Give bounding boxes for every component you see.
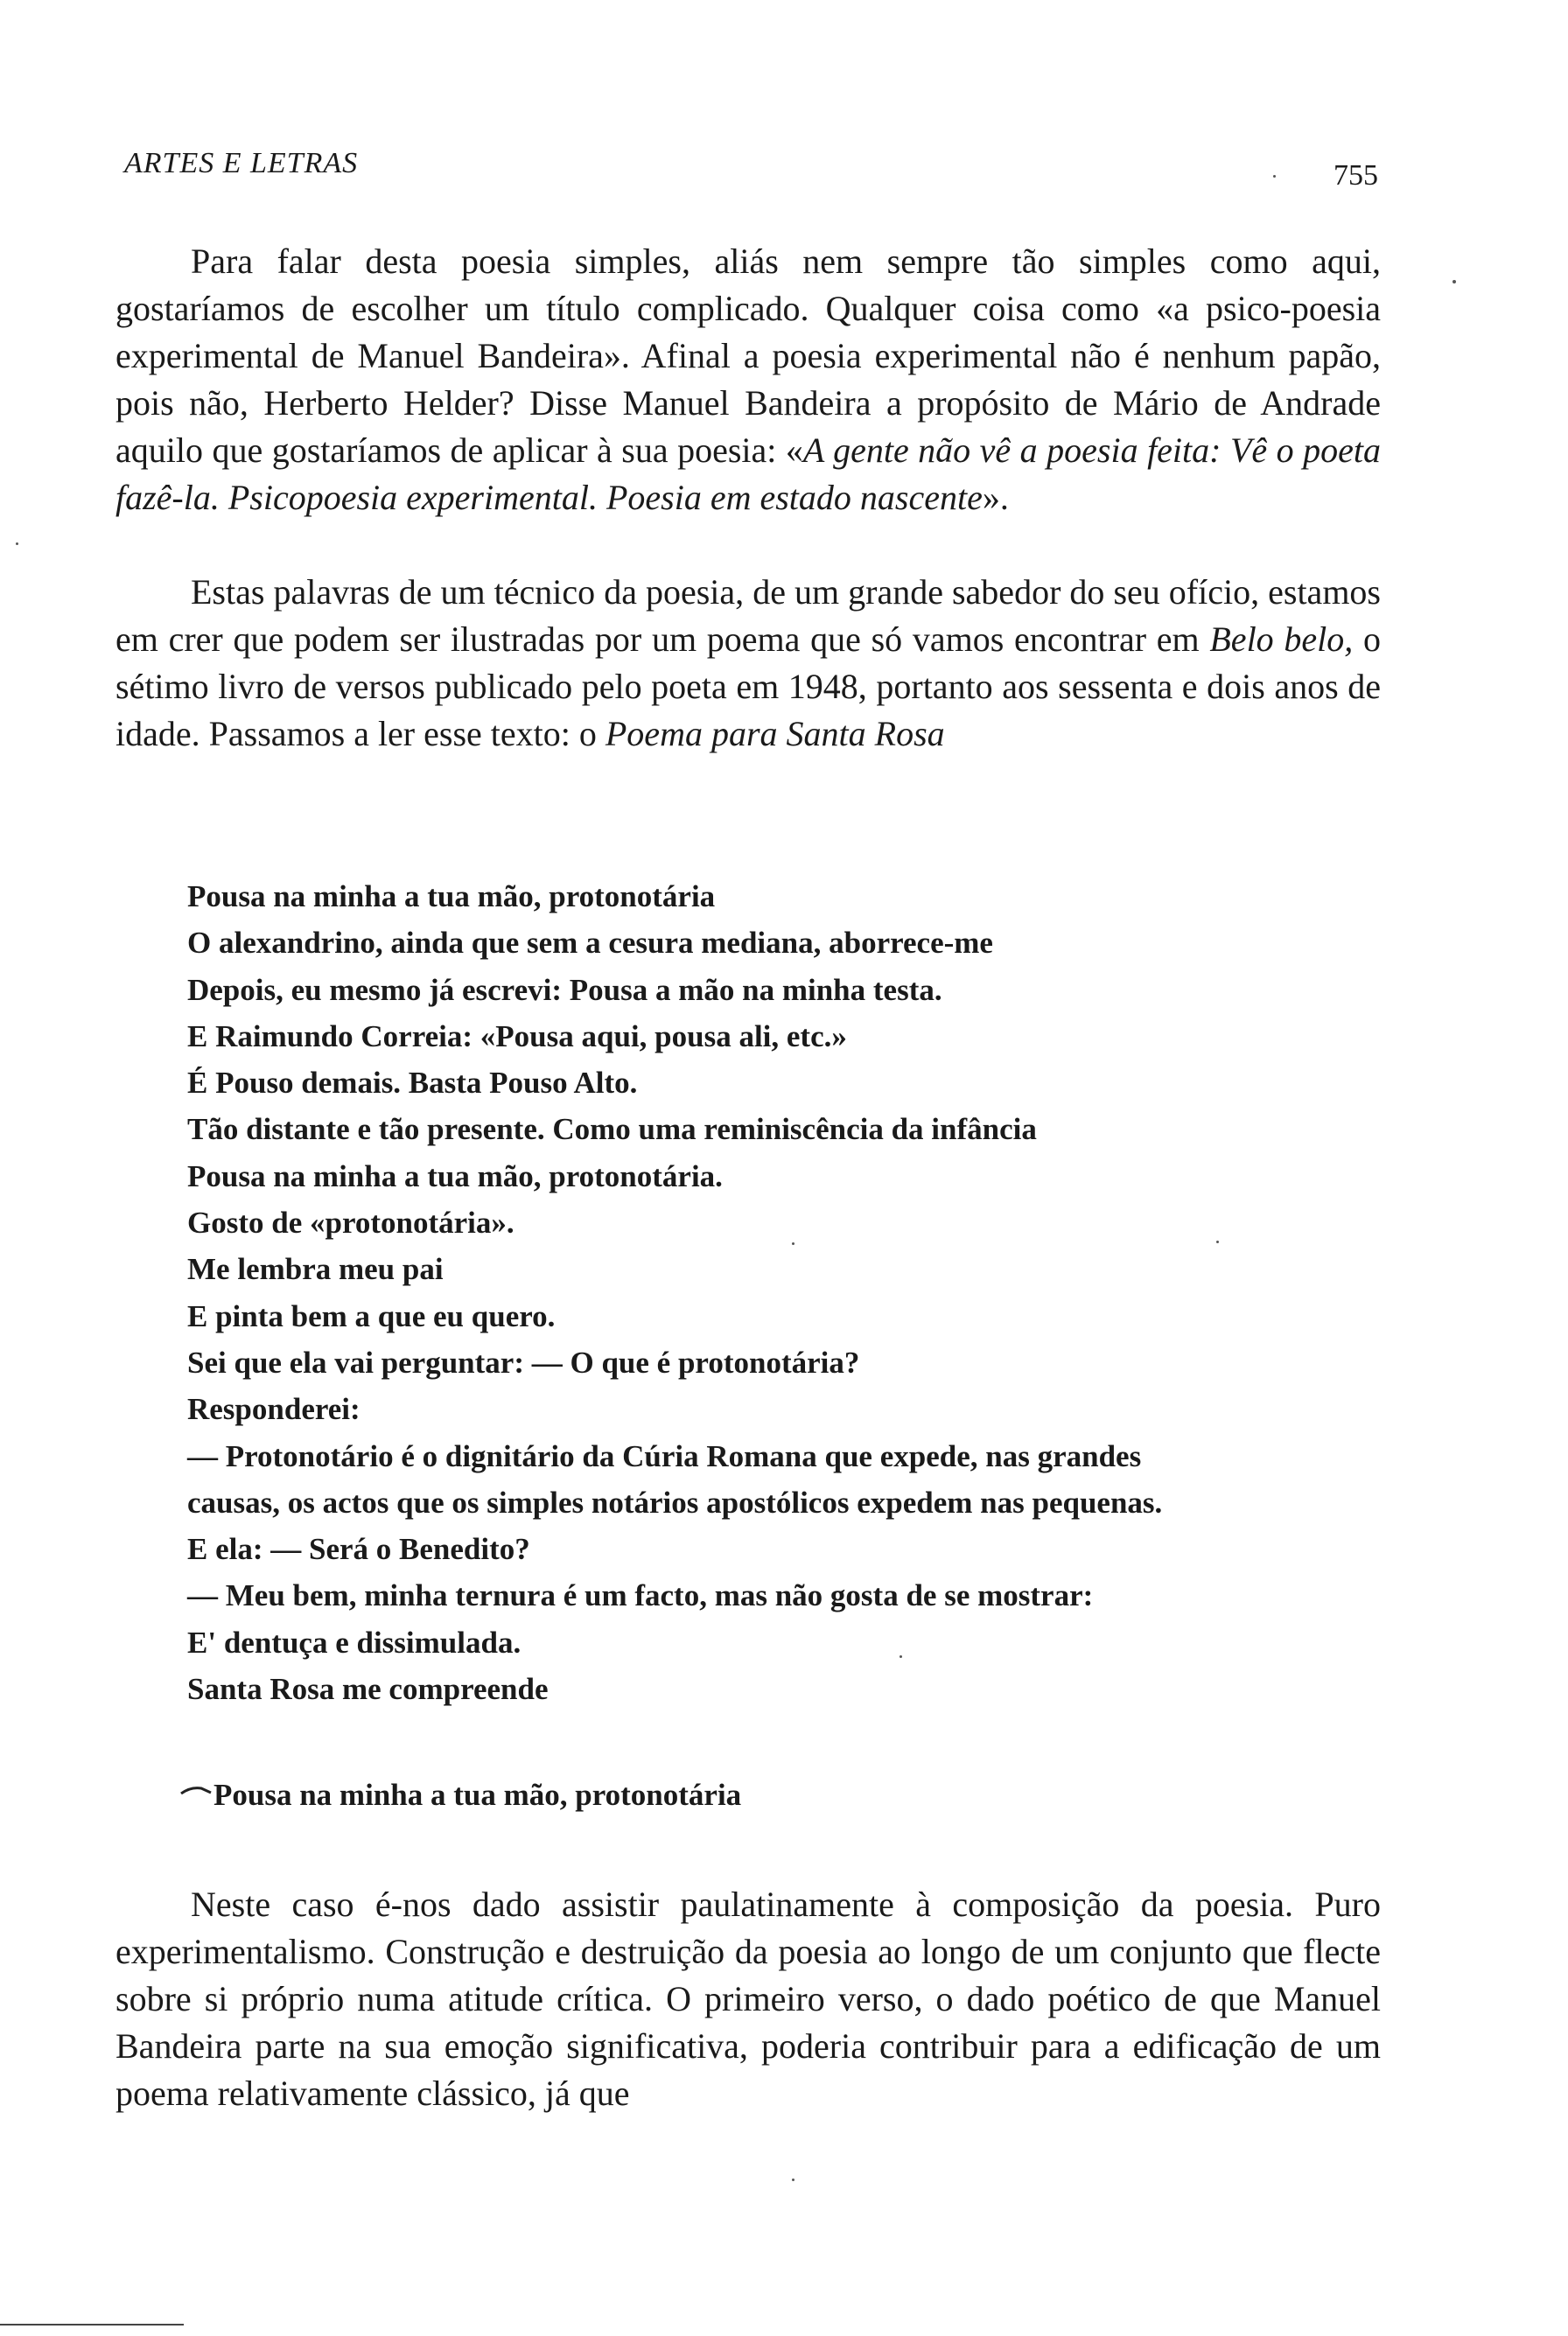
book-title: Belo belo, (1209, 619, 1354, 659)
poem-line: E ela: — Será o Benedito? (187, 1532, 530, 1567)
paragraph-2-text-cont: o sétimo livro de versos publicado pelo poeta em 1948, portanto aos sessenta e dois anos de idade. Passamos a ler esse texto: o (116, 619, 1381, 753)
poem-line: É Pouso demais. Basta Pouso Alto. (187, 1066, 638, 1101)
poem-line: — Protonotário é o dignitário da Cúria Romana que expede, nas grandes (187, 1438, 1142, 1473)
dust-speck (900, 1655, 902, 1658)
paragraph-1-end: ». (982, 478, 1009, 517)
bottom-rule (0, 2324, 184, 2326)
poem-final-line (180, 1778, 741, 1813)
running-head: ARTES E LETRAS (124, 147, 359, 179)
ink-mark-icon (180, 1786, 212, 1794)
page-number: 755 (1334, 159, 1378, 192)
poem-line: Tão distante e tão presente. Como uma reminiscência da infância (187, 1112, 1037, 1147)
poem-line: E pinta bem a que eu quero. (187, 1298, 556, 1333)
poem-line: Gosto de «protonotária». (187, 1206, 514, 1241)
poem-line: Sei que ela vai perguntar: — O que é protonotária? (187, 1345, 860, 1380)
paragraph-1-text: Para falar desta poesia simples, aliás nem sempre tão simples como aqui, gostaríamos de escolher um título complicado. Qualquer coisa como «a psico-poesia experimental de Manuel Bandeira». Afinal a poesia experimental não é nenhum papão, pois não, Herberto Helder? Disse Manuel Bandeira a propósito de Mário de Andrade aquilo que gostaríamos de aplicar à sua poesia: « (116, 241, 1381, 470)
paragraph-1 (116, 238, 1381, 521)
paragraph-2 (116, 569, 1381, 758)
paragraph-3: Neste caso é-nos dado assistir paulatinamente à composição da poesia. Puro experimentalismo. Construção e destruição da poesia ao longo de um conjunto que flecte sobre si próprio numa atitude crítica. O primeiro verso, o dado poético de que Manuel Bandeira parte na sua emoção significativa, poderia contribuir para a edificação de um poema relativamente clássico, já que (116, 1885, 1381, 2113)
poem-line: E Raimundo Correia: «Pousa aqui, pousa ali, etc.» (187, 1018, 847, 1053)
poem-title: Poema para Santa Rosa (605, 714, 945, 753)
dust-speck (1452, 280, 1456, 283)
poem-line: Me lembra meu pai (187, 1252, 444, 1287)
paragraph-1-quote: A gente não vê a poesia feita: Vê o poeta fazê-la. Psicopoesia experimental. Poesia em estado nascente (116, 430, 1381, 517)
paragraph-2-text: Estas palavras de um técnico da poesia, de um grande sabedor do seu ofício, estamos em crer que podem ser ilustradas por um poema que só vamos encontrar em (116, 572, 1381, 659)
poem-line: Pousa na minha a tua mão, protonotária. (187, 1158, 723, 1193)
poem-line: O alexandrino, ainda que sem a cesura mediana, aborrece-me (187, 926, 993, 961)
poem-line: E' dentuça e dissimulada. (187, 1625, 522, 1660)
poem-line: Santa Rosa me compreende (187, 1672, 549, 1707)
poem-block (187, 873, 1377, 1712)
poem-line: Pousa na minha a tua mão, protonotária (187, 879, 716, 913)
poem-line: Depois, eu mesmo já escrevi: Pousa a mão na minha testa. (187, 972, 942, 1007)
poem-line: Responderei: (187, 1392, 360, 1427)
poem-final-line-text: Pousa na minha a tua mão, protonotária (214, 1778, 742, 1812)
dust-speck (792, 2179, 794, 2181)
dust-speck (16, 542, 18, 545)
poem-line: — Meu bem, minha ternura é um facto, mas não gosta de se mostrar: (187, 1578, 1094, 1613)
dust-speck (1273, 175, 1276, 178)
dust-speck (1216, 1241, 1219, 1243)
poem-line: causas, os actos que os simples notários apostólicos expedem nas pequenas. (187, 1485, 1163, 1520)
dust-speck (792, 1242, 794, 1245)
